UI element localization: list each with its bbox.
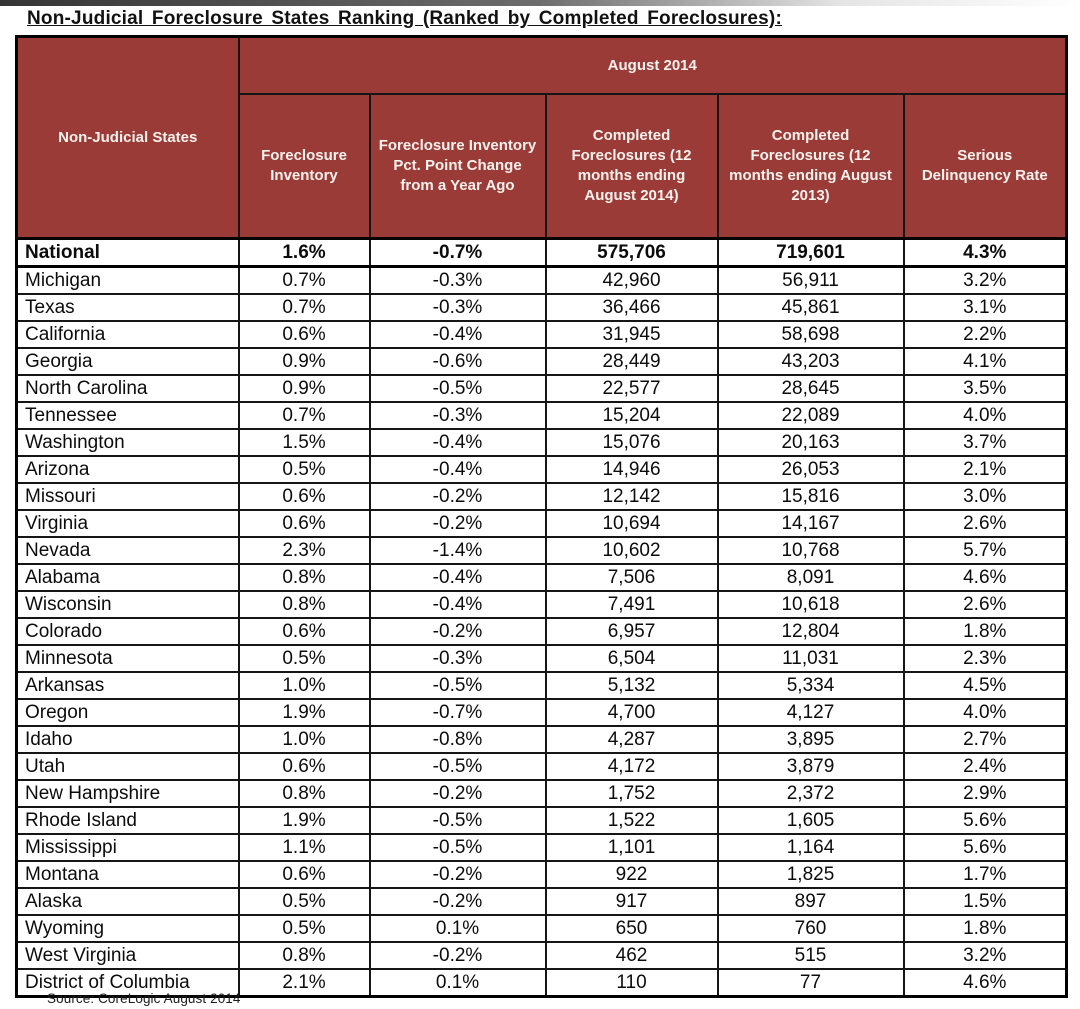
value-cell: 15,204	[546, 402, 718, 429]
value-cell: 2.7%	[904, 726, 1067, 753]
value-cell: 1.0%	[239, 726, 370, 753]
state-name-cell: Arkansas	[17, 672, 239, 699]
value-cell: 3.1%	[904, 294, 1067, 321]
value-cell: 650	[546, 915, 718, 942]
value-cell: 2.2%	[904, 321, 1067, 348]
value-cell: 462	[546, 942, 718, 969]
value-cell: 0.5%	[239, 915, 370, 942]
value-cell: 15,816	[718, 483, 904, 510]
value-cell: 11,031	[718, 645, 904, 672]
state-name-cell: Virginia	[17, 510, 239, 537]
value-cell: 1.1%	[239, 834, 370, 861]
table-row	[17, 780, 1067, 807]
value-cell: 6,957	[546, 618, 718, 645]
value-cell: -0.2%	[370, 483, 546, 510]
value-cell: 2.9%	[904, 780, 1067, 807]
value-cell: 1.9%	[239, 807, 370, 834]
value-cell: 917	[546, 888, 718, 915]
value-cell: 58,698	[718, 321, 904, 348]
value-cell: 10,694	[546, 510, 718, 537]
foreclosure-ranking-table	[15, 35, 1068, 998]
value-cell: 26,053	[718, 456, 904, 483]
value-cell: -0.2%	[370, 618, 546, 645]
table-row	[17, 942, 1067, 969]
state-name-cell: California	[17, 321, 239, 348]
value-cell: 12,142	[546, 483, 718, 510]
value-cell: 2.1%	[904, 456, 1067, 483]
table-row	[17, 537, 1067, 564]
value-cell: 0.6%	[239, 861, 370, 888]
value-cell: 4.6%	[904, 564, 1067, 591]
state-name-cell: Wisconsin	[17, 591, 239, 618]
value-cell: 2.6%	[904, 510, 1067, 537]
value-cell: 1.0%	[239, 672, 370, 699]
state-name-cell: District of Columbia	[17, 969, 239, 997]
value-cell: 36,466	[546, 294, 718, 321]
value-cell: 5.7%	[904, 537, 1067, 564]
state-name-cell: West Virginia	[17, 942, 239, 969]
value-cell: 2.6%	[904, 591, 1067, 618]
value-cell: 56,911	[718, 267, 904, 295]
state-name-cell: Wyoming	[17, 915, 239, 942]
value-cell: 4,172	[546, 753, 718, 780]
value-cell: 760	[718, 915, 904, 942]
state-name-cell: Tennessee	[17, 402, 239, 429]
value-cell: 4.1%	[904, 348, 1067, 375]
table-row	[17, 375, 1067, 402]
state-name-cell: Minnesota	[17, 645, 239, 672]
value-cell: 0.9%	[239, 348, 370, 375]
table-row	[17, 753, 1067, 780]
value-cell: 0.8%	[239, 942, 370, 969]
state-name-cell: National	[17, 239, 239, 267]
value-cell: 1,825	[718, 861, 904, 888]
value-cell: 0.6%	[239, 483, 370, 510]
state-name-cell: Nevada	[17, 537, 239, 564]
value-cell: 28,449	[546, 348, 718, 375]
value-cell: 5,334	[718, 672, 904, 699]
value-cell: 4,127	[718, 699, 904, 726]
value-cell: -0.4%	[370, 429, 546, 456]
state-name-cell: Alabama	[17, 564, 239, 591]
value-cell: 5.6%	[904, 834, 1067, 861]
value-cell: 3.7%	[904, 429, 1067, 456]
table-row	[17, 699, 1067, 726]
value-cell: 20,163	[718, 429, 904, 456]
table-body	[17, 239, 1067, 997]
value-cell: 5,132	[546, 672, 718, 699]
state-name-cell: Georgia	[17, 348, 239, 375]
state-name-cell: Utah	[17, 753, 239, 780]
column-header-inventory-pct-point-change: Foreclosure Inventory Pct. Point Change from a Year Ago	[370, 94, 546, 239]
value-cell: 922	[546, 861, 718, 888]
state-name-cell: Texas	[17, 294, 239, 321]
value-cell: -0.7%	[370, 699, 546, 726]
table-row	[17, 456, 1067, 483]
value-cell: -0.5%	[370, 834, 546, 861]
state-name-cell: Alaska	[17, 888, 239, 915]
value-cell: 0.8%	[239, 564, 370, 591]
value-cell: 0.6%	[239, 618, 370, 645]
value-cell: 1.5%	[904, 888, 1067, 915]
value-cell: 897	[718, 888, 904, 915]
value-cell: 31,945	[546, 321, 718, 348]
value-cell: -0.6%	[370, 348, 546, 375]
value-cell: 2.4%	[904, 753, 1067, 780]
value-cell: 3.2%	[904, 267, 1067, 295]
value-cell: -0.3%	[370, 402, 546, 429]
value-cell: 10,602	[546, 537, 718, 564]
table-row	[17, 888, 1067, 915]
group-header-row	[17, 37, 1067, 95]
state-name-cell: Idaho	[17, 726, 239, 753]
source-note: Source: CoreLogic August 2014	[47, 991, 241, 1006]
state-name-cell: Oregon	[17, 699, 239, 726]
value-cell: 0.1%	[370, 915, 546, 942]
value-cell: 1.6%	[239, 239, 370, 267]
value-cell: 5.6%	[904, 807, 1067, 834]
value-cell: 719,601	[718, 239, 904, 267]
value-cell: 1.8%	[904, 618, 1067, 645]
value-cell: 3,895	[718, 726, 904, 753]
value-cell: 43,203	[718, 348, 904, 375]
value-cell: -0.2%	[370, 861, 546, 888]
value-cell: 3.2%	[904, 942, 1067, 969]
table-row	[17, 591, 1067, 618]
value-cell: -1.4%	[370, 537, 546, 564]
value-cell: 1.7%	[904, 861, 1067, 888]
value-cell: 4.6%	[904, 969, 1067, 997]
value-cell: -0.3%	[370, 294, 546, 321]
column-header-serious-delinquency-rate: Serious Delinquency Rate	[904, 94, 1067, 239]
value-cell: 10,618	[718, 591, 904, 618]
value-cell: 8,091	[718, 564, 904, 591]
state-name-cell: Arizona	[17, 456, 239, 483]
value-cell: 28,645	[718, 375, 904, 402]
table-row	[17, 807, 1067, 834]
table-row	[17, 267, 1067, 295]
value-cell: -0.5%	[370, 807, 546, 834]
table-row	[17, 726, 1067, 753]
table-row	[17, 834, 1067, 861]
value-cell: 0.6%	[239, 321, 370, 348]
value-cell: -0.5%	[370, 672, 546, 699]
table-row	[17, 402, 1067, 429]
value-cell: -0.4%	[370, 591, 546, 618]
value-cell: 0.8%	[239, 780, 370, 807]
value-cell: 0.7%	[239, 294, 370, 321]
value-cell: 4.0%	[904, 699, 1067, 726]
column-header-completed-foreclosures-2014: Completed Foreclosures (12 months ending August 2014)	[546, 94, 718, 239]
value-cell: 6,504	[546, 645, 718, 672]
value-cell: 0.5%	[239, 888, 370, 915]
value-cell: 4.0%	[904, 402, 1067, 429]
value-cell: 1,164	[718, 834, 904, 861]
value-cell: 1,101	[546, 834, 718, 861]
value-cell: -0.4%	[370, 564, 546, 591]
value-cell: 4,287	[546, 726, 718, 753]
value-cell: -0.3%	[370, 267, 546, 295]
value-cell: 2,372	[718, 780, 904, 807]
value-cell: -0.2%	[370, 888, 546, 915]
state-name-cell: Colorado	[17, 618, 239, 645]
table-row	[17, 564, 1067, 591]
value-cell: -0.8%	[370, 726, 546, 753]
column-header-non-judicial-states: Non-Judicial States	[17, 37, 239, 239]
state-name-cell: Montana	[17, 861, 239, 888]
state-name-cell: Mississippi	[17, 834, 239, 861]
state-name-cell: Rhode Island	[17, 807, 239, 834]
scan-edge-artifact	[0, 0, 1080, 6]
value-cell: 14,167	[718, 510, 904, 537]
table-row	[17, 672, 1067, 699]
value-cell: 0.6%	[239, 753, 370, 780]
table-row	[17, 294, 1067, 321]
value-cell: 4.5%	[904, 672, 1067, 699]
value-cell: 2.3%	[904, 645, 1067, 672]
value-cell: 1,752	[546, 780, 718, 807]
value-cell: 1,522	[546, 807, 718, 834]
group-header-august-2014: August 2014	[239, 37, 1067, 95]
value-cell: 0.5%	[239, 456, 370, 483]
value-cell: 14,946	[546, 456, 718, 483]
value-cell: 3,879	[718, 753, 904, 780]
value-cell: 3.0%	[904, 483, 1067, 510]
state-name-cell: Washington	[17, 429, 239, 456]
value-cell: 575,706	[546, 239, 718, 267]
value-cell: -0.4%	[370, 321, 546, 348]
value-cell: 0.8%	[239, 591, 370, 618]
value-cell: 45,861	[718, 294, 904, 321]
value-cell: 515	[718, 942, 904, 969]
value-cell: 0.1%	[370, 969, 546, 997]
page-title: Non-Judicial Foreclosure States Ranking (Ranked by Completed Foreclosures):	[27, 8, 782, 29]
value-cell: 0.9%	[239, 375, 370, 402]
table-row	[17, 348, 1067, 375]
value-cell: 42,960	[546, 267, 718, 295]
table-row	[17, 483, 1067, 510]
value-cell: 0.7%	[239, 402, 370, 429]
value-cell: -0.2%	[370, 780, 546, 807]
value-cell: -0.4%	[370, 456, 546, 483]
value-cell: 0.7%	[239, 267, 370, 295]
value-cell: 110	[546, 969, 718, 997]
table-row	[17, 321, 1067, 348]
value-cell: 1.8%	[904, 915, 1067, 942]
value-cell: 7,506	[546, 564, 718, 591]
value-cell: 12,804	[718, 618, 904, 645]
value-cell: 1.9%	[239, 699, 370, 726]
value-cell: 0.5%	[239, 645, 370, 672]
value-cell: 4.3%	[904, 239, 1067, 267]
table-header	[17, 37, 1067, 239]
table-row-national	[17, 239, 1067, 267]
value-cell: -0.2%	[370, 510, 546, 537]
table-row	[17, 645, 1067, 672]
column-header-foreclosure-inventory: Foreclosure Inventory	[239, 94, 370, 239]
table-row	[17, 429, 1067, 456]
value-cell: -0.2%	[370, 942, 546, 969]
value-cell: 77	[718, 969, 904, 997]
table-row	[17, 510, 1067, 537]
value-cell: 4,700	[546, 699, 718, 726]
value-cell: 7,491	[546, 591, 718, 618]
state-name-cell: Michigan	[17, 267, 239, 295]
table-row	[17, 618, 1067, 645]
value-cell: 3.5%	[904, 375, 1067, 402]
value-cell: 1,605	[718, 807, 904, 834]
value-cell: 22,089	[718, 402, 904, 429]
value-cell: -0.5%	[370, 753, 546, 780]
value-cell: -0.3%	[370, 645, 546, 672]
table-row	[17, 915, 1067, 942]
column-header-completed-foreclosures-2013: Completed Foreclosures (12 months ending August 2013)	[718, 94, 904, 239]
value-cell: 1.5%	[239, 429, 370, 456]
state-name-cell: North Carolina	[17, 375, 239, 402]
value-cell: 0.6%	[239, 510, 370, 537]
state-name-cell: New Hampshire	[17, 780, 239, 807]
value-cell: 10,768	[718, 537, 904, 564]
value-cell: 2.3%	[239, 537, 370, 564]
value-cell: 22,577	[546, 375, 718, 402]
state-name-cell: Missouri	[17, 483, 239, 510]
value-cell: 2.1%	[239, 969, 370, 997]
value-cell: 15,076	[546, 429, 718, 456]
table-row	[17, 861, 1067, 888]
value-cell: -0.7%	[370, 239, 546, 267]
value-cell: -0.5%	[370, 375, 546, 402]
